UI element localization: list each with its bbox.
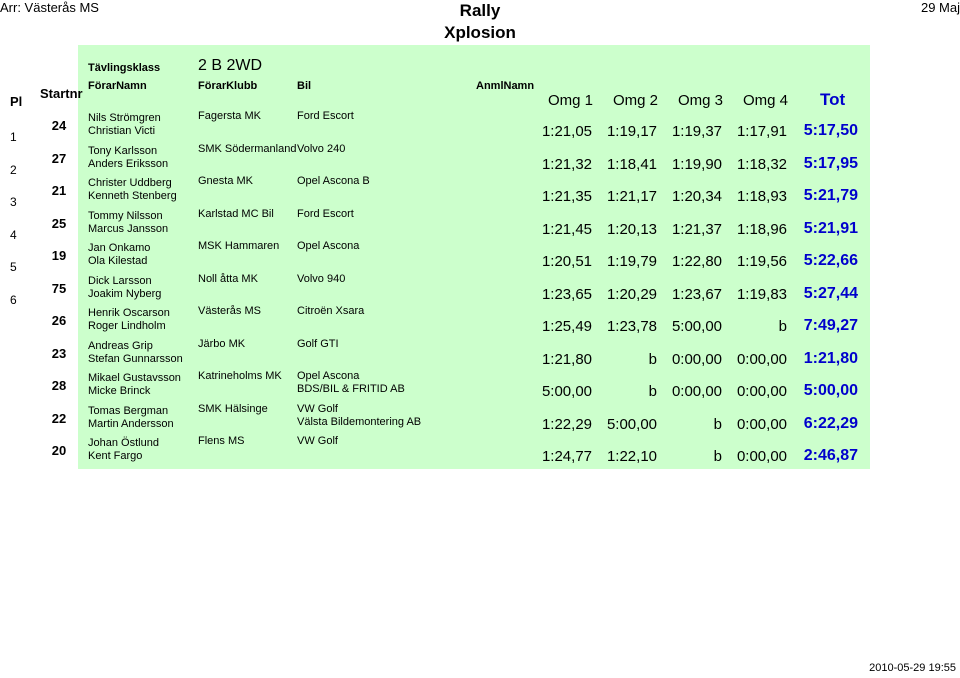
omg2-time: 1:21,17 <box>606 188 657 205</box>
entrant-name: Välsta Bildemontering AB <box>297 415 422 428</box>
codriver-name: Stefan Gunnarsson <box>88 352 183 365</box>
omg3-time: b <box>713 415 722 433</box>
driver-name: Henrik Oscarson <box>88 307 170 319</box>
omg1-time: 1:25,49 <box>541 318 592 335</box>
page-title: Rally <box>459 1 501 20</box>
club-name: Noll åtta MK <box>198 272 258 285</box>
omg4-time: 1:18,93 <box>736 188 787 205</box>
total-time: 5:21,79 <box>803 187 858 204</box>
omg2-time: b <box>648 383 657 400</box>
club-name: Fagersta MK <box>198 110 261 122</box>
omg1-time: 1:21,45 <box>541 220 592 238</box>
car-name: Opel Ascona <box>297 240 360 252</box>
start-number: 75 <box>51 280 67 296</box>
driver-name: Tony Karlsson <box>88 144 158 157</box>
omg3-time: 1:19,37 <box>671 123 722 140</box>
club-name: SMK Hälsinge <box>198 402 268 415</box>
omg3-time: 5:00,00 <box>671 318 722 335</box>
driver-name: Jan Onkamo <box>88 242 151 254</box>
omg3-time: 1:21,37 <box>671 220 722 238</box>
start-number: 21 <box>51 183 67 198</box>
omg2-time: 1:18,41 <box>606 155 657 173</box>
omg1-time: 1:23,65 <box>541 285 592 303</box>
codriver-name: Joakim Nyberg <box>88 287 162 300</box>
date-label: 29 Maj <box>920 0 960 15</box>
club-name: Karlstad MC Bil <box>198 207 274 220</box>
codriver-name: Roger Lindholm <box>88 320 166 332</box>
start-number: 22 <box>51 410 67 426</box>
driver-name: Christer Uddberg <box>88 177 172 189</box>
col-omg3: Omg 3 <box>678 92 724 109</box>
car-name: VW Golf <box>297 402 338 415</box>
club-name: Järbo MK <box>198 337 246 350</box>
col-forarklubb: FörarKlubb <box>198 80 258 92</box>
start-number: 24 <box>51 118 67 133</box>
col-pl: Pl <box>10 94 23 109</box>
omg4-time: 1:18,96 <box>736 220 787 238</box>
club-name: MSK Hammaren <box>198 240 280 252</box>
omg1-time: 1:21,80 <box>541 350 592 368</box>
placement: 6 <box>10 292 17 307</box>
driver-name: Andreas Grip <box>88 339 153 352</box>
codriver-name: Micke Brinck <box>88 385 151 397</box>
car-name: Volvo 940 <box>297 272 346 285</box>
start-number: 25 <box>51 215 67 231</box>
codriver-name: Marcus Jansson <box>88 222 169 235</box>
codriver-name: Christian Victi <box>88 125 156 137</box>
omg1-time: 5:00,00 <box>541 383 592 400</box>
omg1-time: 1:20,51 <box>541 253 592 270</box>
col-tavlingsklass: Tävlingsklass <box>88 62 161 74</box>
omg4-time: 1:19,83 <box>736 285 787 303</box>
codriver-name: Kenneth Stenberg <box>88 190 177 202</box>
col-forarnamn: FörarNamn <box>88 80 147 92</box>
timestamp: 2010-05-29 19:55 <box>869 662 956 674</box>
omg2-time: b <box>648 350 657 368</box>
omg1-time: 1:24,77 <box>541 448 592 465</box>
car-name: Volvo 240 <box>297 142 346 155</box>
omg4-time: 0:00,00 <box>736 383 787 400</box>
omg2-time: 1:19,17 <box>606 123 657 140</box>
driver-name: Johan Östlund <box>88 437 159 449</box>
omg2-time: 1:20,13 <box>606 220 657 238</box>
club-name: Katrineholms MK <box>198 370 282 382</box>
omg3-time: 1:23,67 <box>671 285 722 303</box>
placement: 1 <box>10 130 17 144</box>
total-time: 6:22,29 <box>803 414 858 432</box>
total-time: 5:00,00 <box>803 382 858 399</box>
car-name: Citroën Xsara <box>297 305 365 317</box>
start-number: 23 <box>51 345 67 361</box>
total-time: 5:21,91 <box>803 219 858 237</box>
omg4-time: 1:19,56 <box>736 253 787 270</box>
total-time: 1:21,80 <box>803 349 858 367</box>
omg4-time: b <box>778 318 787 335</box>
omg1-time: 1:21,32 <box>541 155 592 173</box>
codriver-name: Anders Eriksson <box>88 157 169 170</box>
start-number: 19 <box>51 248 67 263</box>
omg2-time: 1:22,10 <box>606 448 657 465</box>
col-startnr: Startnr <box>40 86 83 101</box>
placement: 3 <box>10 195 17 209</box>
entrant-name: BDS/BIL & FRITID AB <box>297 383 405 395</box>
omg2-time: 5:00,00 <box>606 415 657 433</box>
total-time: 5:17,50 <box>803 122 858 139</box>
car-name: Ford Escort <box>297 207 354 220</box>
total-time: 5:17,95 <box>803 154 858 172</box>
col-omg4: Omg 4 <box>743 92 789 109</box>
driver-name: Dick Larsson <box>88 274 152 287</box>
placement: 4 <box>10 227 17 242</box>
driver-name: Tommy Nilsson <box>88 209 163 222</box>
omg4-time: 0:00,00 <box>736 350 787 368</box>
col-anmlnamn: AnmlNamn <box>476 80 535 92</box>
col-omg1: Omg 1 <box>548 92 594 109</box>
codriver-name: Ola Kilestad <box>88 255 148 267</box>
omg3-time: 1:22,80 <box>671 253 722 270</box>
codriver-name: Kent Fargo <box>88 450 143 462</box>
omg3-time: b <box>713 448 722 465</box>
col-tot: Tot <box>820 90 846 109</box>
omg3-time: 0:00,00 <box>671 383 722 400</box>
club-name: Västerås MS <box>198 305 261 317</box>
total-time: 2:46,87 <box>803 447 858 464</box>
organizer-label: Arr: Västerås MS <box>0 0 99 15</box>
driver-name: Tomas Bergman <box>88 404 169 417</box>
page-subtitle: Xplosion <box>444 23 516 42</box>
omg2-time: 1:19,79 <box>606 253 657 270</box>
omg4-time: 1:18,32 <box>736 155 787 173</box>
club-name: Gnesta MK <box>198 175 254 187</box>
driver-name: Mikael Gustavsson <box>88 372 181 384</box>
omg4-time: 0:00,00 <box>736 448 787 465</box>
total-time: 7:49,27 <box>803 317 858 334</box>
car-name: Opel Ascona <box>297 370 360 382</box>
club-name: Flens MS <box>198 435 245 447</box>
start-number: 20 <box>51 443 67 458</box>
class-value: 2 B 2WD <box>198 57 263 74</box>
total-time: 5:22,66 <box>803 252 858 269</box>
car-name: Opel Ascona B <box>297 175 370 187</box>
car-name: Ford Escort <box>297 110 354 122</box>
start-number: 28 <box>51 378 67 393</box>
col-omg2: Omg 2 <box>613 92 659 109</box>
omg1-time: 1:22,29 <box>541 415 592 433</box>
omg1-time: 1:21,35 <box>541 188 592 205</box>
placement: 5 <box>10 260 17 274</box>
omg4-time: 1:17,91 <box>736 123 787 140</box>
car-name: Golf GTI <box>297 337 339 350</box>
club-name: SMK Södermanland <box>198 142 297 155</box>
omg2-time: 1:20,29 <box>606 285 657 303</box>
start-number: 26 <box>51 313 67 328</box>
start-number: 27 <box>51 150 67 166</box>
total-time: 5:27,44 <box>803 284 858 302</box>
driver-name: Nils Strömgren <box>88 112 161 124</box>
omg4-time: 0:00,00 <box>736 415 787 433</box>
placement: 2 <box>10 162 17 177</box>
omg1-time: 1:21,05 <box>541 123 592 140</box>
codriver-name: Martin Andersson <box>88 417 174 430</box>
omg3-time: 0:00,00 <box>671 350 722 368</box>
omg3-time: 1:19,90 <box>671 155 722 173</box>
omg3-time: 1:20,34 <box>671 188 722 205</box>
col-bil: Bil <box>297 80 312 92</box>
omg2-time: 1:23,78 <box>606 318 657 335</box>
car-name: VW Golf <box>297 435 338 447</box>
